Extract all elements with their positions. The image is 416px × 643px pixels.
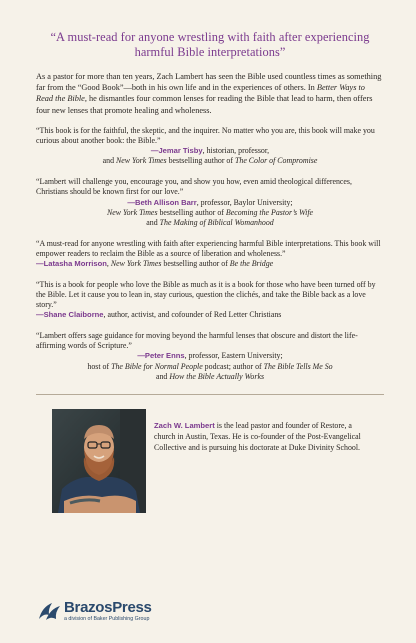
book-description: [36, 71, 384, 116]
endorsement-attribution-line: [36, 208, 384, 218]
attr-text: bestselling author of: [166, 156, 235, 166]
endorsement-text: “This is a book for people who love the Bible as much as it is a book for those who have been turned off by the Bible. Let it cause you to lean in, stay curious, question the clichés, and take the Bible back as a love story.”: [36, 279, 376, 310]
author-photo: [52, 409, 146, 513]
attr-italic: The Bible for Normal People: [111, 361, 203, 371]
endorser-name: —Peter Enns: [137, 351, 185, 361]
description-part-2: , he dismantles four common lenses for reading the Bible that lead to harm, then offers four new lenses that promote healing and wholeness.: [36, 94, 373, 115]
endorsement-text: “A must-read for anyone wrestling with faith after experiencing harmful Bible interpretations. This book will empower readers to reclaim the Bible as a source of liberation and wholeness.”: [36, 238, 381, 258]
endorsement-text: “Lambert will challenge you, encourage you, and show you how, even amid theological differences, Christians should be known first for our love.”: [36, 177, 352, 197]
endorser-credentials: , professor, Eastern University;: [184, 351, 283, 361]
attr-text: bestselling author of: [161, 259, 230, 269]
endorser-name: —Latasha Morrison: [36, 259, 107, 269]
endorser-name: —Jemar Tisby: [150, 146, 203, 156]
author-bio-text: is the lead pastor and founder of Restore, a church in Austin, Texas. He is co-founder of the Post-Evangelical Collective and is pursuing his doctorate at Duke Divinity School.: [154, 420, 361, 452]
author-bio: [154, 417, 364, 453]
attr-book-title: How the Bible Actually Works: [169, 371, 265, 381]
endorsement-morrison: [36, 239, 384, 270]
headline-quote: “A must-read for anyone wrestling with faith after experiencing harmful Bible interpretations”: [50, 30, 370, 59]
endorsement-attribution-line: [36, 372, 384, 382]
author-portrait-image: [52, 409, 146, 513]
attr-text: ,: [106, 259, 111, 269]
attr-text: and: [155, 371, 170, 381]
publisher-logo: [36, 597, 152, 623]
endorser-credentials: , historian, professor,: [202, 146, 270, 156]
endorser-credentials: , author, activist, and cofounder of Red Letter Christians: [103, 310, 282, 320]
description-book-title: Better Ways to Read the Bible: [36, 83, 365, 104]
endorsement-attribution: [36, 259, 384, 269]
endorsement-barr: [36, 177, 384, 228]
attr-book-title: Be the Bridge: [229, 259, 274, 269]
publisher-text: [64, 600, 152, 623]
endorsement-attribution-line: [36, 218, 384, 228]
endorsement-enns: [36, 331, 384, 382]
author-name: Zach W. Lambert: [154, 420, 215, 430]
section-divider: [36, 394, 384, 395]
endorsement-attribution-line: [36, 156, 384, 166]
endorsement-attribution: [36, 146, 384, 156]
brazos-bird-icon: [36, 597, 62, 623]
endorsement-attribution: [36, 351, 384, 361]
endorser-credentials: , professor, Baylor University;: [196, 197, 293, 207]
attr-book-title: The Making of Biblical Womanhood: [159, 217, 274, 227]
attr-italic: New York Times: [116, 156, 167, 166]
attr-book-title: Becoming the Pastor’s Wife: [225, 207, 314, 217]
attr-text: bestselling author of: [157, 207, 226, 217]
author-bio-section: [36, 409, 384, 513]
endorsement-text: “This book is for the faithful, the skeptic, and the inquirer. No matter who you are, this book will make you curious about another book: the Bible.”: [36, 125, 375, 146]
endorser-name: —Beth Allison Barr: [127, 197, 197, 207]
description-part-1: As a pastor for more than ten years, Zach Lambert has seen the Bible used countless times as something far from the “Good Book”—both in his own life and in the experiences of others. In: [36, 72, 382, 93]
publisher-subtitle: a division of Baker Publishing Group: [64, 616, 150, 622]
endorsement-attribution: [36, 198, 384, 208]
attr-text: and: [146, 217, 160, 227]
endorsement-claiborne: [36, 280, 384, 321]
attr-book-title: The Bible Tells Me So: [263, 361, 333, 371]
endorsement-text: “Lambert offers sage guidance for moving beyond the harmful lenses that obscure and distort the life-affirming words of Scripture.”: [36, 331, 358, 351]
attr-italic: New York Times: [110, 259, 162, 269]
attr-italic: New York Times: [106, 207, 158, 217]
publisher-name: BrazosPress: [64, 599, 152, 616]
endorsement-attribution-line: [36, 362, 384, 372]
endorsement-attribution: [36, 310, 384, 320]
attr-text: podcast; author of: [202, 361, 264, 371]
endorser-name: —Shane Claiborne: [36, 310, 104, 320]
attr-text: host of: [87, 361, 112, 371]
endorsement-tisby: [36, 126, 384, 167]
attr-text: and: [102, 156, 117, 166]
attr-book-title: The Color of Compromise: [234, 156, 318, 166]
